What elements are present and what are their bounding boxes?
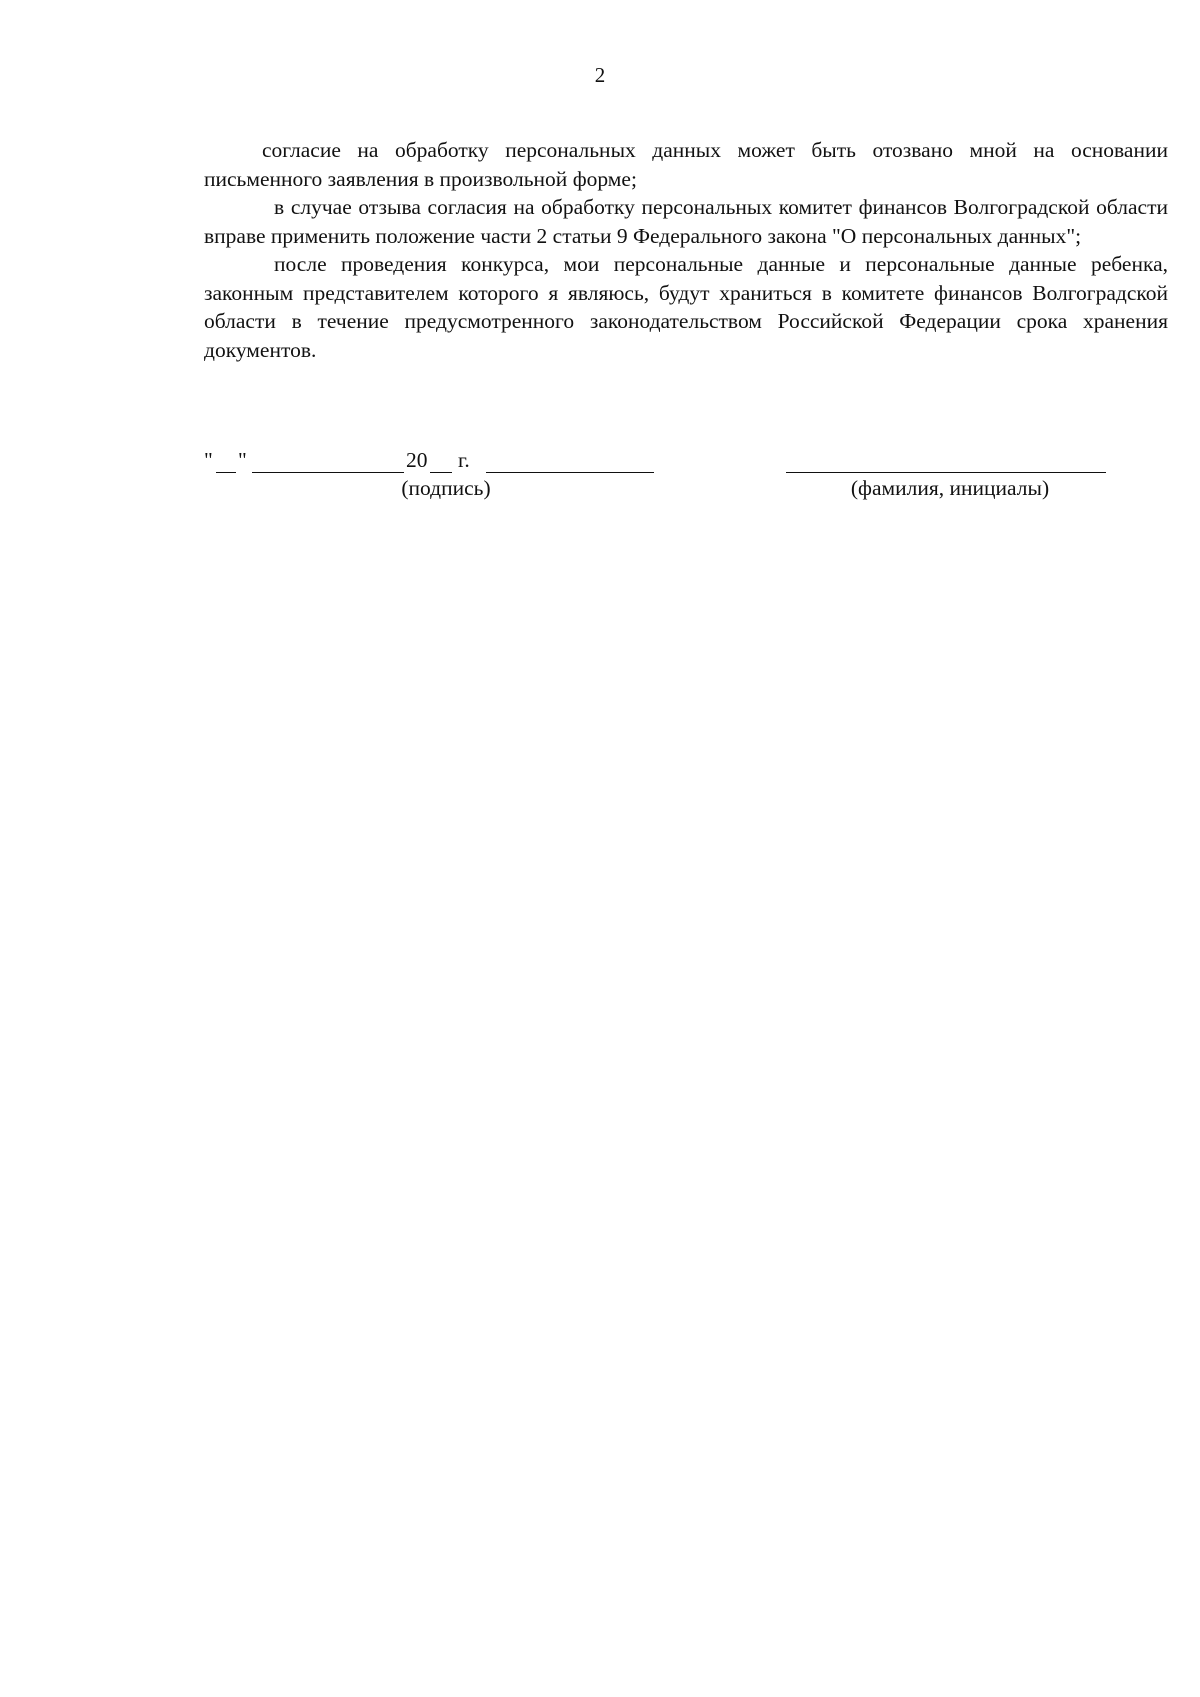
- paragraph-revocation-consequence: в случае отзыва согласия на обработку персональных комитет финансов Волгоградской области вправе применить положение части 2 статьи 9 Федерального закона "О персональных данных";: [204, 195, 1168, 248]
- year-blank-line: [430, 472, 452, 473]
- paragraph-withdrawal: согласие на обработку персональных данных может быть отозвано мной на основании письменного заявления в произвольной форме;: [204, 138, 1168, 191]
- date-close-quote: ": [238, 448, 247, 472]
- year-suffix: г.: [458, 448, 470, 472]
- date-open-quote: ": [204, 448, 213, 472]
- name-caption: (фамилия, инициалы): [850, 476, 1050, 500]
- name-blank-line: [786, 472, 1106, 473]
- signature-caption: (подпись): [401, 476, 491, 500]
- paragraph-data-retention: после проведения конкурса, мои персональные данные и персональные данные ребенка, законным представителем которого я являюсь, будут храниться в комитете финансов Волгоградской области в течение предусмотренного законодательством Российской Федерации срока хранения документов.: [204, 252, 1168, 362]
- month-blank-line: [252, 472, 404, 473]
- day-blank-line: [216, 472, 236, 473]
- year-prefix: 20: [406, 448, 428, 472]
- page-number: 2: [594, 63, 606, 87]
- signature-blank-line: [486, 472, 654, 473]
- consent-text: [204, 136, 1168, 364]
